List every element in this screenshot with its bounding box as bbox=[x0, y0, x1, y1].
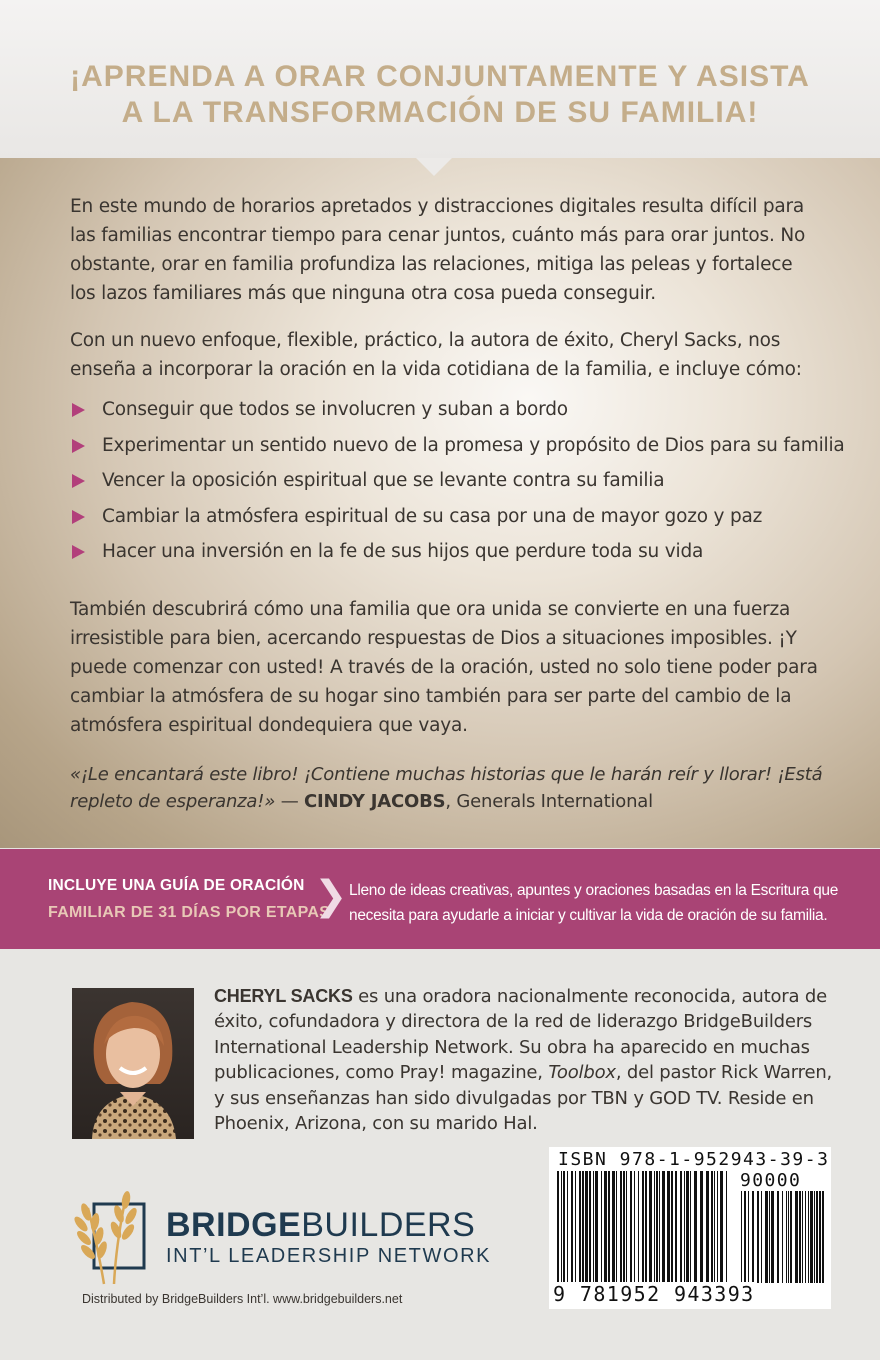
publisher-logo-subtitle: INT’L LEADERSHIP NETWORK bbox=[166, 1245, 492, 1267]
bio-italic-title: Toolbox bbox=[548, 1062, 616, 1084]
author-portrait-image bbox=[72, 988, 194, 1139]
headline-line-2: A LA TRANSFORMACIÓN DE SU FAMILIA! bbox=[121, 96, 759, 129]
quote-author: CINDY JACOBS bbox=[304, 791, 446, 812]
triangle-bullet-icon bbox=[72, 403, 85, 417]
list-item-text: Experimentar un sentido nuevo de la promesa y propósito de Dios para su familia bbox=[102, 434, 845, 456]
list-item-text: Cambiar la atmósfera espiritual de su casa por una de mayor gozo y paz bbox=[102, 505, 763, 527]
wheat-logo-icon bbox=[64, 1188, 160, 1288]
lead-paragraph: Con un nuevo enfoque, flexible, práctico, la autora de éxito, Cheryl Sacks, nos enseña a incorporar la oración en la vida cotidiana de la familia, e incluye cómo: bbox=[70, 330, 802, 380]
benefit-list bbox=[70, 396, 850, 574]
list-item-text: Hacer una inversión en la fe de sus hijos que perdure toda su vida bbox=[102, 541, 704, 562]
band-description: Lleno de ideas creativas, apuntes y oraciones basadas en la Escritura que necesita para ayudarle a iniciar y cultivar la vida de oración de su familia. bbox=[349, 882, 839, 924]
author-photo bbox=[72, 988, 194, 1139]
author-name: CHERYL SACKS bbox=[214, 986, 353, 1006]
chevron-right-icon: ❯ bbox=[314, 873, 348, 919]
price-code: 90000 bbox=[740, 1170, 802, 1191]
quote-text: «¡Le encantará este libro! ¡Contiene muchas historias que le harán reír y llorar! ¡Está repleto de esperanza!» bbox=[70, 764, 823, 812]
triangle-bullet-icon bbox=[72, 439, 85, 453]
triangle-bullet-icon bbox=[72, 474, 85, 488]
logo-bold-text: BRIDGE bbox=[166, 1206, 302, 1244]
quote-dash: — bbox=[275, 791, 305, 812]
isbn-label: ISBN 978-1-952943-39-3 bbox=[558, 1149, 830, 1170]
endorsement-quote bbox=[70, 761, 830, 815]
bio-text-1: es una oradora nacionalmente reconocida, autora de éxito, cofundadora y directora de la red de liderazgo BridgeBuilders International Leadership Network. Su obra ha aparecido en muchas publicaciones, como Pray! magazine, bbox=[214, 986, 827, 1084]
list-item bbox=[70, 538, 850, 574]
author-bio bbox=[214, 984, 844, 1136]
headline-line-1: ¡APRENDA A ORAR CONJUNTAMENTE Y ASISTA bbox=[70, 60, 810, 93]
ean-digits: 9 781952 943393 bbox=[553, 1282, 755, 1306]
publisher-logo-name bbox=[166, 1208, 475, 1242]
band-title-line-1: INCLUYE UNA GUÍA DE ORACIÓN bbox=[48, 877, 305, 894]
quote-affiliation: , Generals International bbox=[445, 791, 653, 812]
logo-regular-text: BUILDERS bbox=[301, 1206, 476, 1244]
band-title-line-2: FAMILIAR DE 31 DÍAS POR ETAPAS bbox=[48, 904, 331, 921]
list-item bbox=[70, 467, 850, 503]
triangle-bullet-icon bbox=[72, 545, 85, 559]
header-notch bbox=[416, 158, 452, 176]
list-item bbox=[70, 396, 850, 432]
list-item-text: Conseguir que todos se involucren y suban a bordo bbox=[102, 399, 568, 420]
distributor-line: Distributed by BridgeBuilders Int’l. www.bridgebuilders.net bbox=[82, 1292, 403, 1306]
bio-text-2: , del pastor Rick Warren, y sus enseñanzas han sido divulgadas por TBN y GOD TV. Reside en Phoenix, Arizona, con su marido Hal. bbox=[214, 1062, 833, 1135]
intro-paragraph: En este mundo de horarios apretados y distracciones digitales resulta difícil para las familias encontrar tiempo para cenar juntos, cuánto más para orar juntos. No obstante, orar en familia profundiza las relaciones, mitiga las peleas y fortalece los lazos familiares más que ninguna otra cosa pueda conseguir. bbox=[70, 196, 806, 304]
list-item bbox=[70, 432, 850, 468]
list-item-text: Vencer la oposición espiritual que se levante contra su familia bbox=[102, 470, 665, 491]
triangle-bullet-icon bbox=[72, 510, 85, 524]
closing-paragraph: También descubrirá cómo una familia que ora unida se convierte en una fuerza irresistible para bien, acercando respuestas de Dios a situaciones imposibles. ¡Y puede comenzar con usted! A través de la oración, usted no solo tiene poder para cambiar la atmósfera de su hogar sino también para ser parte del cambio de la atmósfera espiritual dondequiera que vaya. bbox=[70, 599, 818, 736]
list-item bbox=[70, 503, 850, 539]
